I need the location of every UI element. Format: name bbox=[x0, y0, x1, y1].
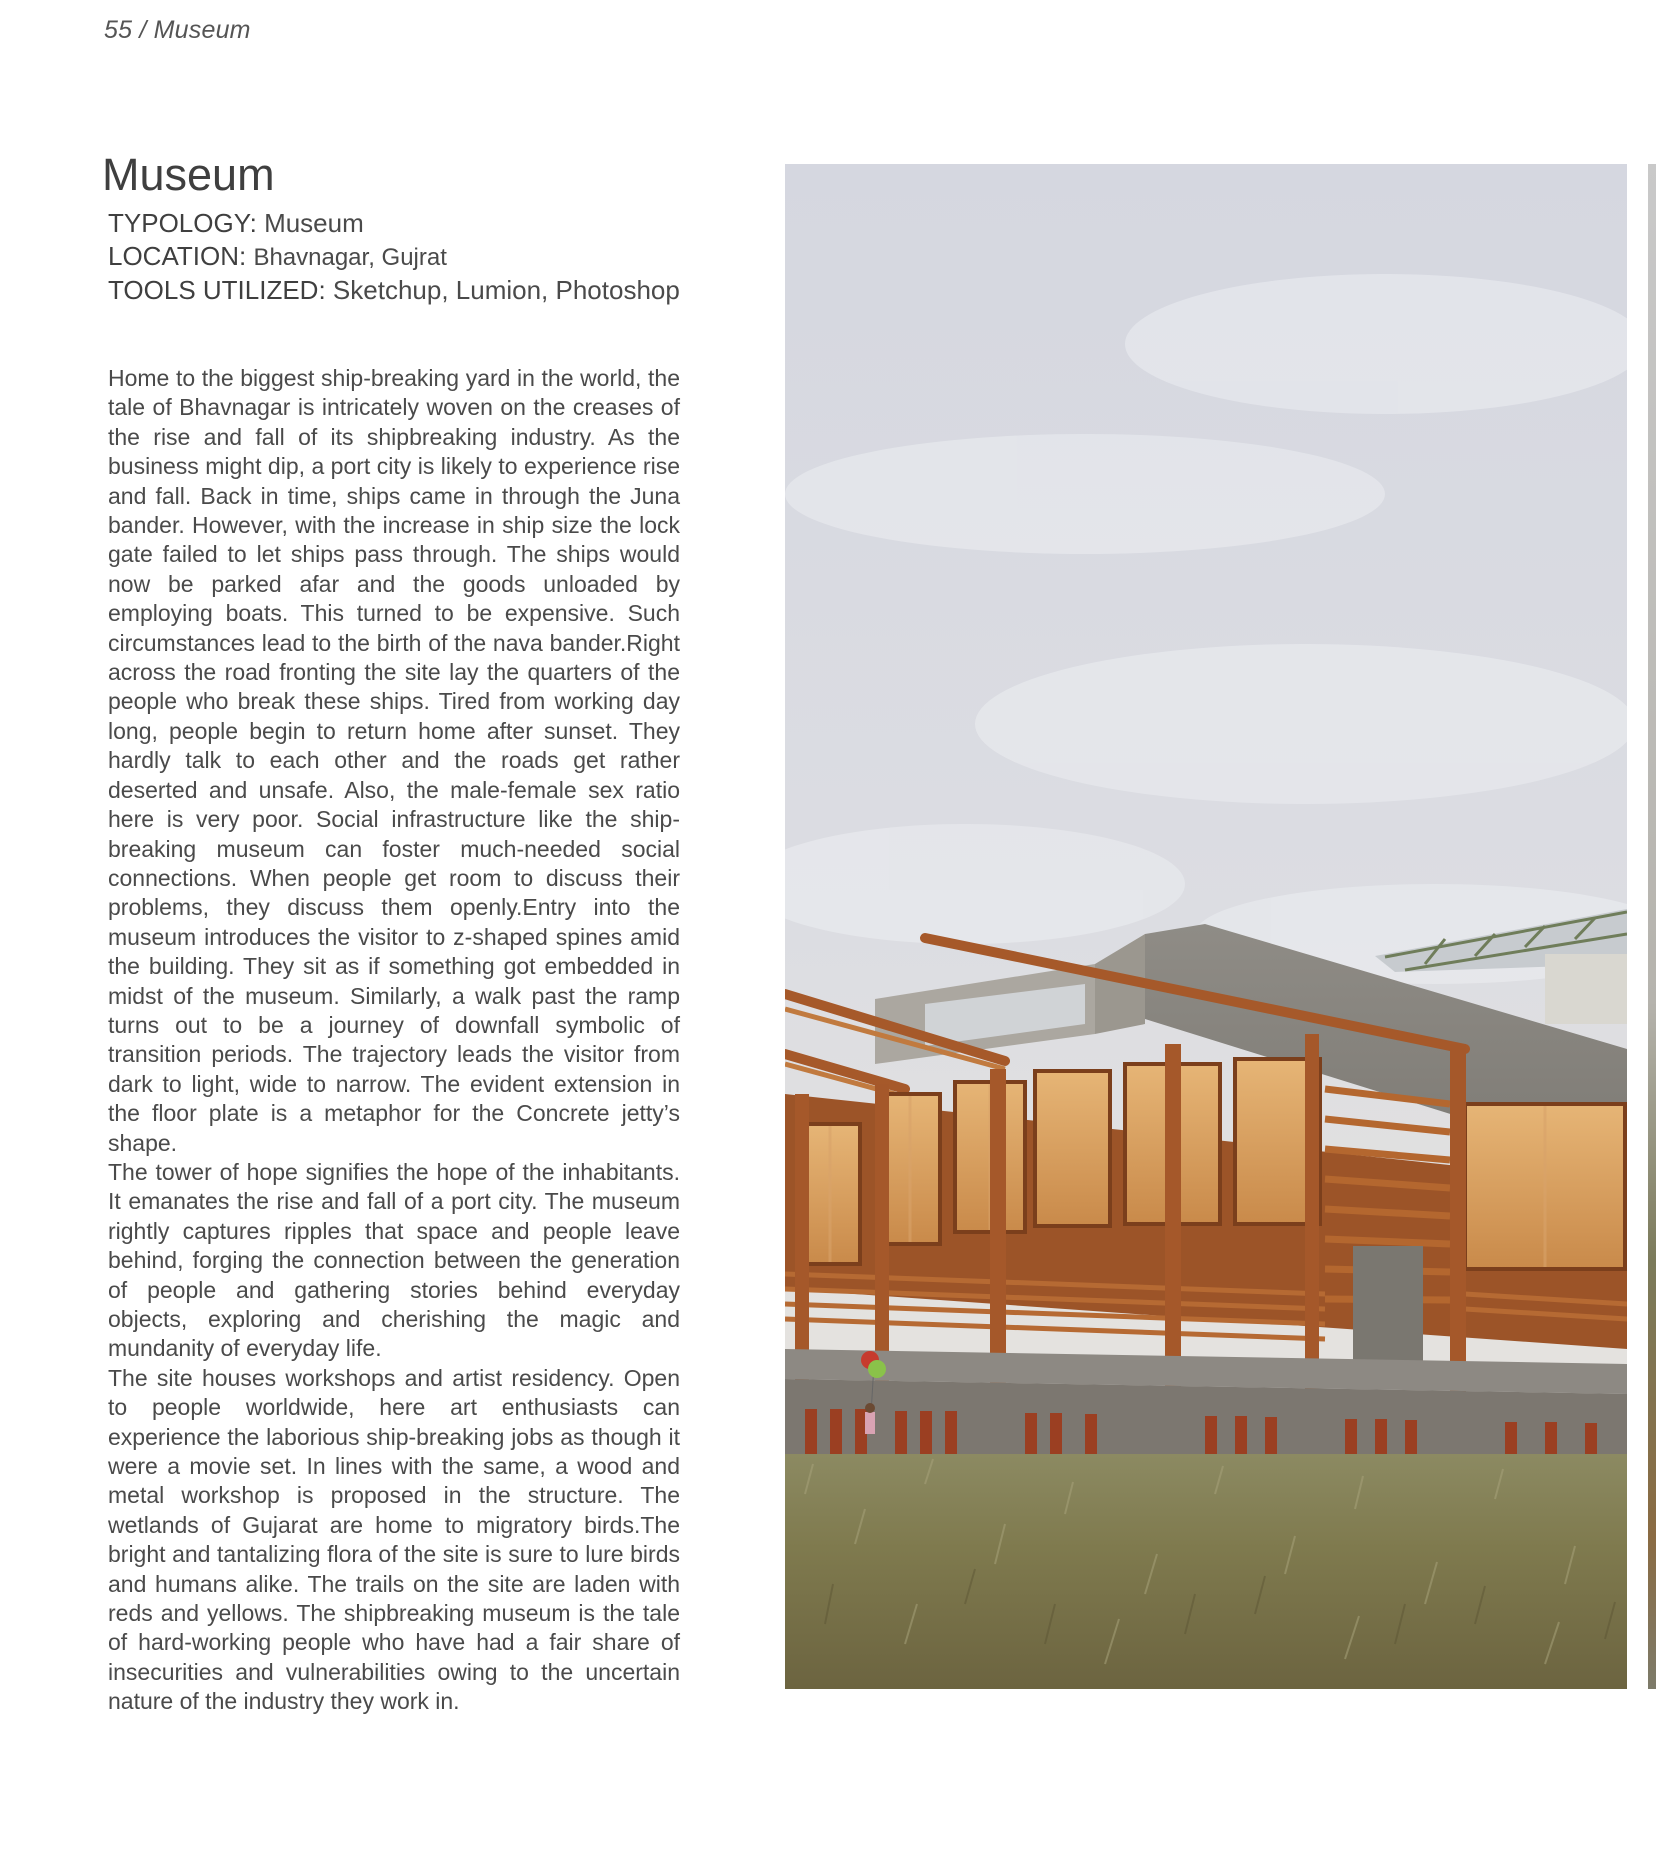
project-meta bbox=[108, 207, 708, 307]
project-title: Museum bbox=[102, 149, 275, 200]
typology-row bbox=[108, 207, 708, 240]
page-header: 55 / Museum bbox=[104, 16, 251, 44]
museum-render-image bbox=[785, 164, 1627, 1689]
adjacent-image-edge bbox=[1648, 164, 1656, 1689]
tools-row bbox=[108, 274, 708, 307]
description-paragraph: Home to the biggest ship-breaking yard in the world, the tale of Bhavnagar is intricately woven on the creases of the rise and fall of its shipbreaking industry. As the business might dip, a port city is likely to experience rise and fall. Back in time, ships came in through the Juna bander. However, with the increase in ship size the lock gate failed to let ships pass through. The ships would now be parked afar and the goods unloaded by employing boats. This turned to be expensive. Such circumstances lead to the birth of the nava bander.Right across the road fronting the site lay the quarters of the people who break these ships. Tired from working day long, people begin to return home after sunset. They hardly talk to each other and the roads get rather deserted and unsafe. Also, the male-female sex ratio here is very poor. Social infrastructure like the ship-breaking museum can foster much-needed social connections. When people get room to discuss their problems, they discuss them openly.Entry into the museum introduces the visitor to z-shaped spines amid the building. They sit as if something got embedded in midst of the museum. Similarly, a walk past the ramp turns out to be a journey of downfall symbolic of transition periods. The trajectory leads the visitor from dark to light, wide to narrow. The evident extension in the floor plate is a metaphor for the Concrete jetty’s shape. bbox=[108, 365, 680, 1156]
tools-label: TOOLS UTILIZED: bbox=[108, 275, 326, 305]
location-value: Bhavnagar, Gujrat bbox=[253, 244, 447, 271]
typology-value: Museum bbox=[264, 208, 364, 238]
location-label: LOCATION: bbox=[108, 241, 247, 271]
museum-render-illustration bbox=[785, 164, 1627, 1689]
project-description bbox=[108, 364, 680, 1717]
location-row bbox=[108, 240, 708, 274]
tools-value: Sketchup, Lumion, Photoshop bbox=[332, 275, 680, 305]
description-paragraph: The site houses workshops and artist residency. Open to people worldwide, here art enthusiasts can experience the laborious ship-breaking jobs as though it were a movie set. In lines with the same, a wood and metal workshop is proposed in the structure. The wetlands of Gujarat are home to migratory birds.The bright and tantalizing flora of the site is sure to lure birds and humans alike. The trails on the site are laden with reds and yellows. The shipbreaking museum is the tale of hard-working people who have had a fair share of insecurities and vulnerabilities owing to the uncertain nature of the industry they work in. bbox=[108, 1364, 680, 1715]
description-paragraph: The tower of hope signifies the hope of the inhabitants. It emanates the rise and fall of a port city. The museum rightly captures ripples that space and people leave behind, forging the connection between the generation of people and gathering stories behind everyday objects, exploring and cherishing the magic and mundanity of everyday life. bbox=[108, 1158, 680, 1362]
typology-label: TYPOLOGY: bbox=[108, 208, 257, 238]
